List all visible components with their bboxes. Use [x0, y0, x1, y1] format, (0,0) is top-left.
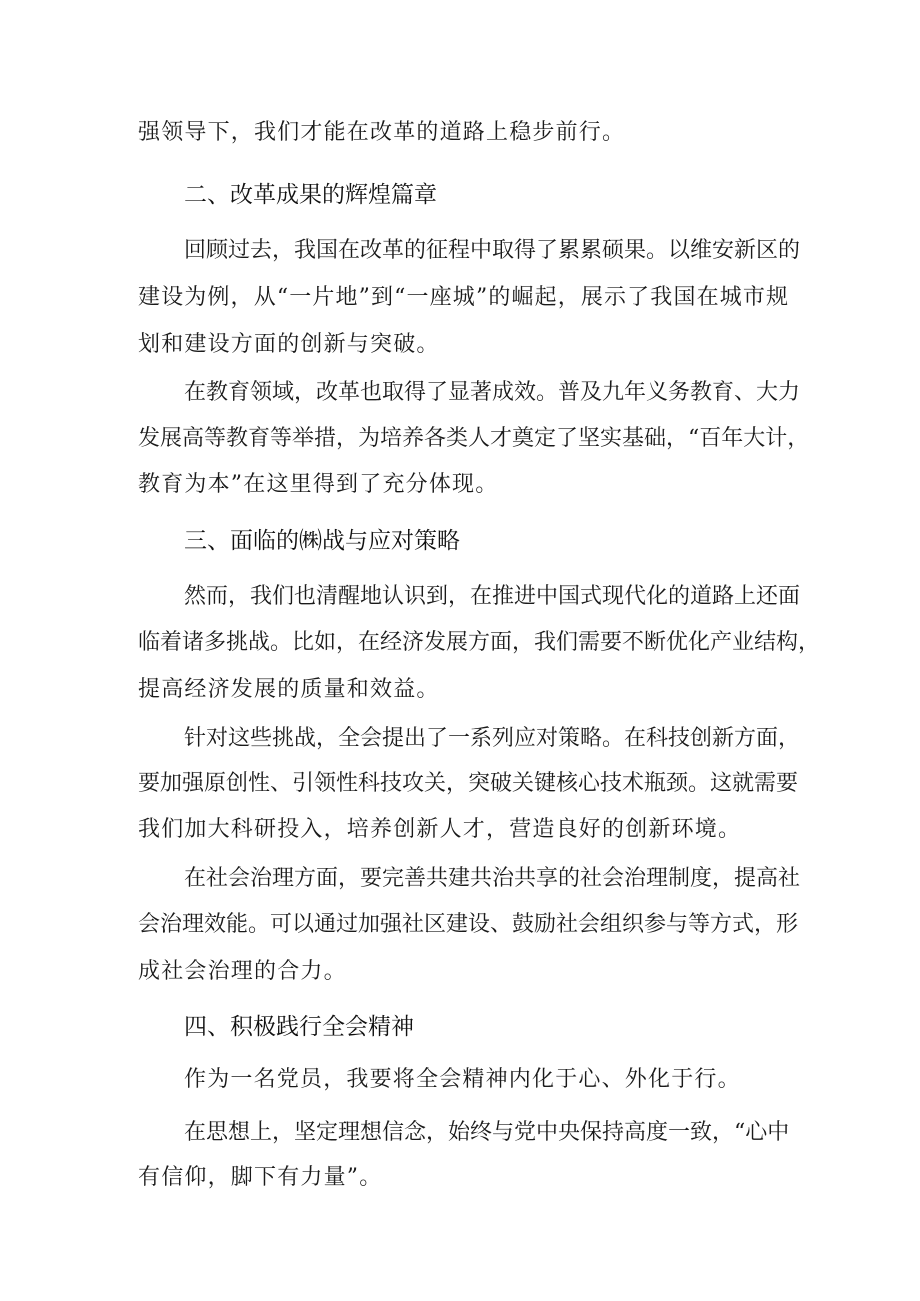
paragraph-line: 然而，我们也清醒地认识到，在推进中国式现代化的道路上还面	[184, 584, 801, 609]
paragraph-line: 作为一名党员，我要将全会精神内化于心、外化于行。	[184, 1067, 741, 1092]
paragraph-line: 临着诸多挑战。比如，在经济发展方面，我们需要不断优化产业结构，	[138, 630, 821, 655]
paragraph-line: 教育为本”在这里得到了充分体现。	[138, 472, 499, 497]
paragraph-line: 在教育领域，改革也取得了显著成效。普及九年义务教育、大力	[184, 380, 801, 405]
paragraph-line: 有信仰，脚下有力量”。	[138, 1165, 383, 1190]
paragraph-line: 发展高等教育等举措，为培养各类人才奠定了坚实基础，“百年大计，	[138, 426, 810, 451]
section-heading-4: 四、积极践行全会精神	[184, 1014, 414, 1040]
paragraph-line: 我们加大科研投入，培养创新人才，营造良好的创新环境。	[138, 817, 742, 842]
paragraph-line: 在思想上，坚定理想信念，始终与党中央保持高度一致，“心中	[184, 1120, 790, 1145]
paragraph-line: 划和建设方面的创新与突破。	[138, 332, 440, 357]
paragraph-line: 强领导下，我们才能在改革的道路上稳步前行。	[138, 120, 626, 145]
paragraph-line: 在社会治理方面，要完善共建共治共享的社会治理制度，提高社	[184, 866, 801, 891]
paragraph-line: 会治理效能。可以通过加强社区建设、鼓励社会组织参与等方式，形	[138, 912, 799, 937]
paragraph-line: 针对这些挑战，全会提出了一系列应对策略。在科技创新方面，	[184, 726, 801, 751]
section-heading-2: 二、改革成果的辉煌篇章	[184, 182, 437, 208]
paragraph-line: 要加强原创性、引领性科技攻关，突破关键核心技术瓶颈。这就需要	[138, 771, 799, 796]
paragraph-line: 成社会治理的合力。	[138, 959, 347, 984]
paragraph-line: 回顾过去，我国在改革的征程中取得了累累硕果。以维安新区的	[184, 238, 801, 263]
section-heading-3: 三、面临的㈱战与应对策略	[184, 528, 460, 554]
paragraph-line: 提高经济发展的质量和效益。	[138, 677, 440, 702]
paragraph-line: 建设为例，从“一片地”到“一座城”的崛起，展示了我国在城市规	[138, 285, 788, 310]
